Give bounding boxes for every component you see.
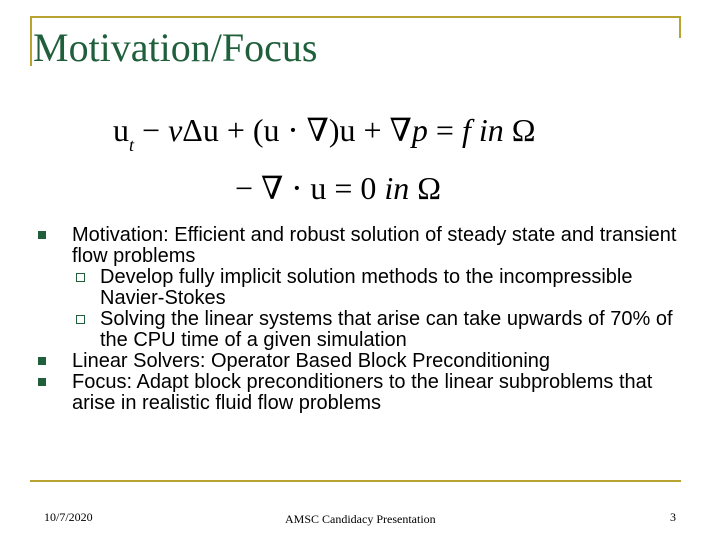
bullet-item: [38, 351, 678, 372]
eq-term: Ω: [511, 112, 536, 148]
hollow-square-bullet-icon: [76, 315, 85, 324]
title-frame-left-line: [30, 16, 32, 66]
title-frame-top-line: [30, 16, 681, 18]
square-bullet-icon: [38, 357, 46, 365]
sub-bullet-item: [38, 267, 678, 309]
eq-term: in: [470, 112, 512, 148]
title-frame-right-line: [679, 16, 681, 38]
momentum-equation: [113, 112, 536, 155]
sub-bullet-text: Develop fully implicit solution methods to the incompressible Navier-Stokes: [100, 266, 633, 309]
eq-subscript: t: [129, 135, 135, 155]
eq-term: Ω: [409, 170, 442, 206]
bullet-text: Focus: Adapt block preconditioners to the linear subproblems that arise in realistic fluid flow problems: [72, 371, 653, 414]
eq-term: in: [384, 170, 410, 206]
eq-term: −: [134, 112, 169, 148]
eq-term: p: [411, 112, 428, 148]
eq-term: f: [461, 112, 471, 148]
continuity-equation: [235, 172, 441, 204]
eq-term: =: [427, 112, 462, 148]
square-bullet-icon: [38, 378, 46, 386]
eq-term: u: [113, 112, 129, 148]
eq-term: − ∇ ⋅ u = 0: [235, 170, 385, 206]
sub-bullet-text: Solving the linear systems that arise can take upwards of 70% of the CPU time of a given simulation: [100, 308, 673, 351]
bullet-list: [38, 225, 678, 414]
eq-term: ν: [168, 112, 183, 148]
hollow-square-bullet-icon: [76, 273, 85, 282]
bullet-text: Motivation: Efficient and robust solution of steady state and transient flow problems: [72, 224, 677, 267]
bullet-item: [38, 225, 678, 267]
footer-presentation-name: AMSC Candidacy Presentation: [285, 512, 436, 526]
slide-title: Motivation/Focus: [33, 25, 318, 70]
footer-date: 10/7/2020: [44, 510, 93, 524]
slide-number: 3: [670, 510, 676, 524]
footer-divider: [30, 480, 681, 482]
square-bullet-icon: [38, 231, 46, 239]
eq-term: Δu + (u ⋅ ∇)u + ∇: [182, 112, 412, 148]
bullet-item: [38, 372, 678, 414]
bullet-text: Linear Solvers: Operator Based Block Preconditioning: [72, 350, 551, 372]
sub-bullet-item: [38, 309, 678, 351]
